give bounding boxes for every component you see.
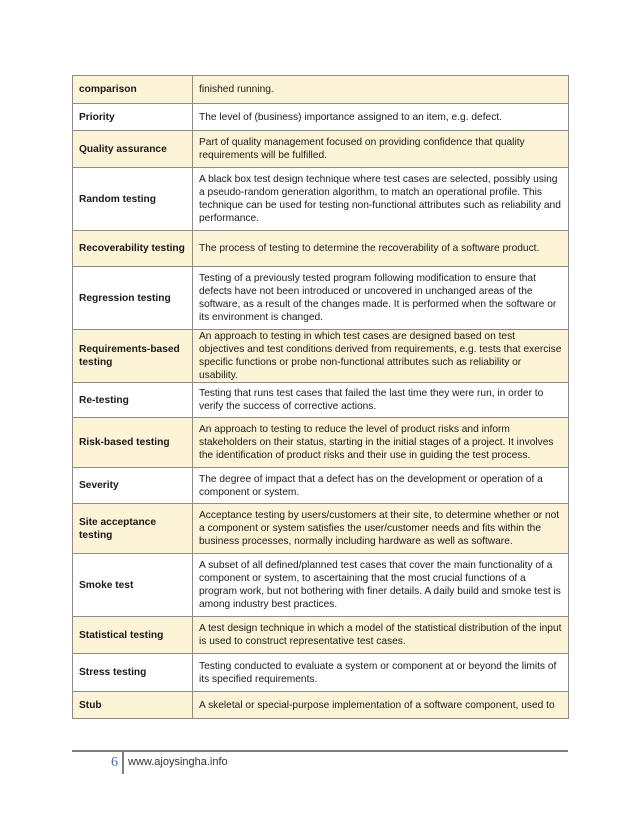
glossary-definition: The degree of impact that a defect has on the development or operation of a component or system.	[193, 468, 569, 504]
glossary-definition: Acceptance testing by users/customers at their site, to determine whether or not a component or system satisfies the user/customer needs and fits within the business processes, normally including hardware as well as software.	[193, 504, 569, 554]
glossary-definition: A black box test design technique where test cases are selected, possibly using a pseudo-random generation algorithm, to match an operational profile. This technique can be used for testing non-functional attributes such as reliability and performance.	[193, 168, 569, 231]
glossary-definition: A skeletal or special-purpose implementation of a software component, used to	[193, 692, 569, 719]
glossary-term: Smoke test	[73, 554, 193, 617]
glossary-row	[73, 131, 569, 168]
glossary-row	[73, 76, 569, 104]
glossary-term: Regression testing	[73, 267, 193, 330]
glossary-table	[72, 75, 569, 719]
glossary-term: Recoverability testing	[73, 231, 193, 267]
glossary-term: Random testing	[73, 168, 193, 231]
glossary-row	[73, 554, 569, 617]
footer-divider	[122, 752, 124, 774]
page-number: 6	[111, 755, 118, 770]
glossary-row	[73, 418, 569, 468]
glossary-term: Risk-based testing	[73, 418, 193, 468]
glossary-definition: An approach to testing in which test cases are designed based on test objectives and test conditions derived from requirements, e.g. tests that exercise specific functions or probe non-functional attributes such as reliability or usability.	[193, 330, 569, 383]
glossary-definition: finished running.	[193, 76, 569, 104]
glossary-term: Priority	[73, 104, 193, 131]
glossary-definition: Testing of a previously tested program following modification to ensure that defects have not been introduced or uncovered in unchanged areas of the software, as a result of the changes made. It is performed when the software or its environment is changed.	[193, 267, 569, 330]
glossary-row	[73, 168, 569, 231]
glossary-row	[73, 654, 569, 692]
glossary-term: Statistical testing	[73, 617, 193, 654]
glossary-term: Stress testing	[73, 654, 193, 692]
glossary-row	[73, 617, 569, 654]
glossary-definition: An approach to testing to reduce the level of product risks and inform stakeholders on their status, starting in the initial stages of a project. It involves the identification of product risks and their use in guiding the test process.	[193, 418, 569, 468]
glossary-term: comparison	[73, 76, 193, 104]
glossary-row	[73, 231, 569, 267]
glossary-term: Site acceptance testing	[73, 504, 193, 554]
glossary-term: Stub	[73, 692, 193, 719]
glossary-definition: A test design technique in which a model of the statistical distribution of the input is used to construct representative test cases.	[193, 617, 569, 654]
glossary-row	[73, 504, 569, 554]
glossary-term: Severity	[73, 468, 193, 504]
glossary-row	[73, 692, 569, 719]
glossary-definition: A subset of all defined/planned test cases that cover the main functionality of a component or system, to ascertaining that the most crucial functions of a program work, but not bothering with finer details. A daily build and smoke test is among industry best practices.	[193, 554, 569, 617]
glossary-row	[73, 104, 569, 131]
glossary-row	[73, 383, 569, 418]
footer-rule	[72, 750, 568, 752]
glossary-definition: The level of (business) importance assigned to an item, e.g. defect.	[193, 104, 569, 131]
glossary-term: Quality assurance	[73, 131, 193, 168]
glossary-term: Re-testing	[73, 383, 193, 418]
glossary-row	[73, 330, 569, 383]
site-url: www.ajoysingha.info	[128, 756, 228, 768]
glossary-definition: Part of quality management focused on providing confidence that quality requirements will be fulfilled.	[193, 131, 569, 168]
glossary-definition: Testing conducted to evaluate a system or component at or beyond the limits of its specified requirements.	[193, 654, 569, 692]
glossary-body	[73, 76, 569, 719]
glossary-row	[73, 468, 569, 504]
glossary-row	[73, 267, 569, 330]
glossary-term: Requirements-based testing	[73, 330, 193, 383]
glossary-definition: Testing that runs test cases that failed the last time they were run, in order to verify the success of corrective actions.	[193, 383, 569, 418]
glossary-definition: The process of testing to determine the recoverability of a software product.	[193, 231, 569, 267]
